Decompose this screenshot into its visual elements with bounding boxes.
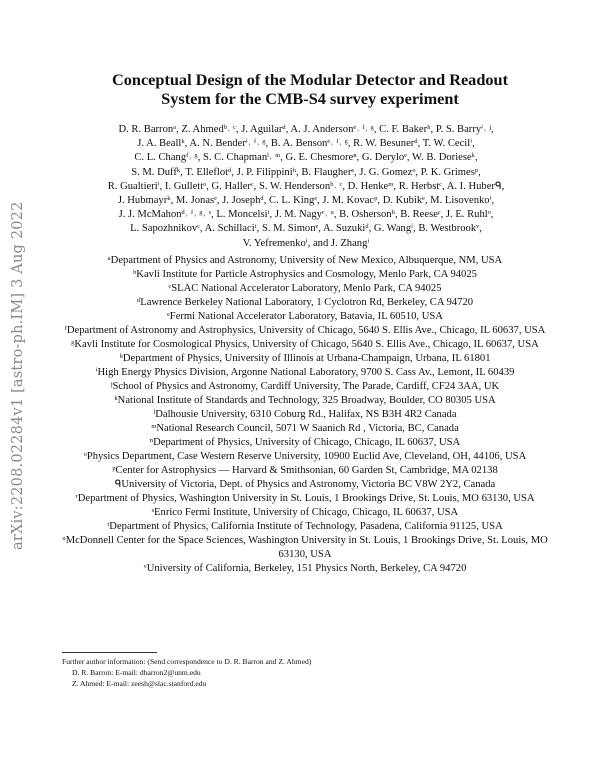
affiliation: ˡDalhousie University, 6310 Coburg Rd., Halifax, NS B3H 4R2 Canada <box>153 409 457 420</box>
author-line: V. Yefremenkoⁱ, and J. Zhangⁱ <box>242 237 370 249</box>
author-line: C. L. Changᶠ˒ ᵍ, S. C. Chapmanˡ˒ ᵐ, G. E. Chesmoreⁿ, G. Deryloᵉ, W. B. Dorieseᵏ, <box>134 152 478 164</box>
affiliation: ᵈLawrence Berkeley National Laboratory, 1 Cyclotron Rd, Berkeley, CA 94720 <box>136 297 474 308</box>
affiliation: ᵘMcDonnell Center for the Space Sciences, Washington University in St. Louis, 1 Brookings Drive, St. Louis, MO 63130, USA <box>62 535 548 560</box>
affiliation: ʳDepartment of Physics, Washington University in St. Louis, 1 Brookings Drive, St. Louis, MO 63130, USA <box>75 493 535 504</box>
affiliation: ˢEnrico Fermi Institute, University of Chicago, Chicago, IL 60637, USA <box>151 507 459 518</box>
arxiv-identifier: arXiv:2208.02284v1 [astro-ph.IM] 3 Aug 2022 <box>10 201 26 550</box>
affiliation: ᵏNational Institute of Standards and Technology, 325 Broadway, Boulder, CO 80305 USA <box>114 395 496 406</box>
footnote-divider <box>62 652 157 653</box>
affiliation: ʰDepartment of Physics, University of Illinois at Urbana-Champaign, Urbana, IL 61801 <box>119 353 491 364</box>
title-line-1: Conceptual Design of the Modular Detector and Readout <box>111 70 508 89</box>
author-line: S. M. Duffᵏ, T. Elleflotᵈ, J. P. Filippiniʰ, B. Flaugherᵉ, J. G. Gomezᵒ, P. K. Grimesᵖ, <box>131 166 481 178</box>
author-line: J. A. Beallᵏ, A. N. Benderⁱ˒ ᶠ˒ ᵍ, B. A. Bensonᵉ˒ ᶠ˒ ᵍ, R. W. Besunerᵈ, T. W. Cecilⁱ, <box>137 138 475 150</box>
affiliation: ᶜSLAC National Accelerator Laboratory, Menlo Park, CA 94025 <box>168 283 442 294</box>
affiliation: ᵐNational Research Council, 5071 W Saanich Rd , Victoria, BC, Canada <box>151 423 459 434</box>
affiliation: ᶠDepartment of Astronomy and Astrophysics, University of Chicago, 5640 S. Ellis Ave., Chicago, IL 60637, USA <box>64 325 546 336</box>
author-line: L. Sapozhnikovᶜ, A. Schillaciᵗ, S. M. Simonᵉ, A. Suzukiᵈ, G. Wangⁱ, B. Westbrookᵛ, <box>130 223 482 235</box>
author-list <box>56 123 556 251</box>
affiliation-list <box>60 254 550 576</box>
affiliation: ᵗDepartment of Physics, California Institute of Technology, Pasadena, California 91125, USA <box>107 521 503 532</box>
affiliation: ᵉFermi National Accelerator Laboratory, Batavia, IL 60510, USA <box>167 311 443 322</box>
affiliation: ⁿDepartment of Physics, University of Chicago, Chicago, IL 60637, USA <box>149 437 461 448</box>
affiliation: ᑫUniversity of Victoria, Dept. of Physics and Astronomy, Victoria BC V8W 2Y2, Canada <box>114 479 496 490</box>
footnote-correspondence: Further author information: (Send correspondence to D. R. Barron and Z. Ahmed) <box>62 657 312 666</box>
footnotes <box>62 652 542 689</box>
author-line: J. Hubmayrᵏ, M. Jonasᵉ, J. Josephᵈ, C. L. Kingᵉ, J. M. Kovacᵖ, D. Kubikᵉ, M. Lisovenkoⁱ, <box>117 195 495 207</box>
affiliation: ᵒPhysics Department, Case Western Reserve University, 10900 Euclid Ave, Cleveland, OH, 44106, USA <box>83 451 527 462</box>
affiliation: ᵖCenter for Astrophysics — Harvard & Smithsonian, 60 Garden St, Cambridge, MA 02138 <box>112 465 498 476</box>
footnote-email-barron: D. R. Barron: E-mail: dbarron2@unm.edu <box>72 667 201 677</box>
affiliation: ᵇKavli Institute for Particle Astrophysics and Cosmology, Menlo Park, CA 94025 <box>133 269 477 280</box>
affiliation: ʲSchool of Physics and Astronomy, Cardiff University, The Parade, Cardiff, CF24 3AA, UK <box>110 381 500 392</box>
author-line: R. Gualtieriⁱ, I. Gullettᵒ, G. Hallerᶜ, S. W. Hendersonᵇ˒ ᶜ, D. Henkeᵐ, R. Herbstᶜ, A. I. Huberᑫ, <box>107 180 505 192</box>
affiliation: ⁱHigh Energy Physics Division, Argonne National Laboratory, 9700 S. Cass Av., Lemont, IL 60439 <box>95 367 515 378</box>
paper-title <box>70 70 550 108</box>
affiliation: ᵛUniversity of California, Berkeley, 151 Physics North, Berkeley, CA 94720 <box>143 563 467 574</box>
title-line-2: System for the CMB-S4 survey experiment <box>161 89 459 108</box>
author-line: D. R. Barronᵃ, Z. Ahmedᵇ˒ ᶜ, J. Aguilarᵈ, A. J. Andersonᵉ˒ ᶠ˒ ᵍ, C. F. Bakerʰ, P. S. Barryⁱ˒ ʲ, <box>118 124 494 135</box>
affiliation: ᵍKavli Institute for Cosmological Physics, University of Chicago, 5640 S. Ellis Ave., Chicago, IL 60637, USA <box>71 339 539 350</box>
author-line: J. J. McMahonᵈ˒ ᶠ˒ ᵍ˒ ˢ, L. Moncelsiᵗ, J. M. Nagyʳ˒ ᵘ, B. Oshersonʰ, B. Reeseᶜ, J. E. Ruhlᵒ, <box>118 209 494 221</box>
affiliation: ᵃDepartment of Physics and Astronomy, University of New Mexico, Albuquerque, NM, USA <box>107 255 503 266</box>
footnote-email-ahmed: Z. Ahmed: E-mail: zeesh@slac.stanford.edu <box>72 678 207 688</box>
